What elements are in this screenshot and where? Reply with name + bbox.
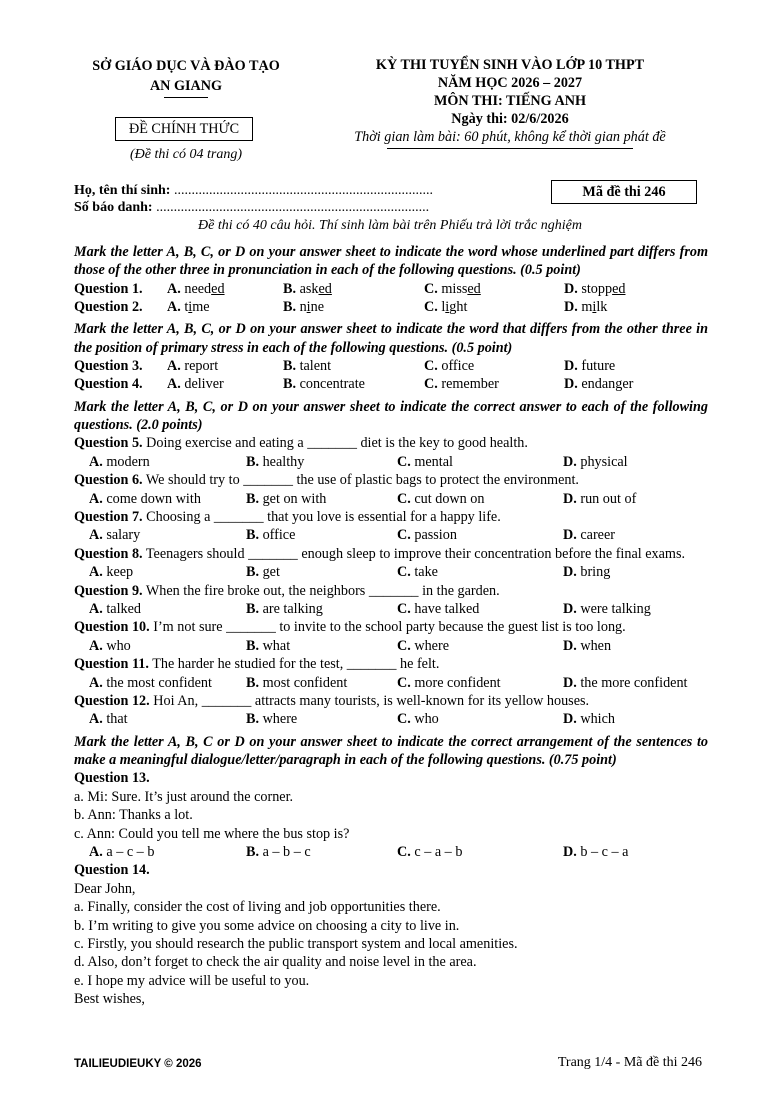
exam-note: Đề thi có 40 câu hỏi. Thí sinh làm bài trên Phiếu trả lời trắc nghiệm [198,218,582,233]
question-text: We should try to _______ the use of plastic bags to protect the environment. [142,472,579,489]
question-label: Question 3. [74,357,143,374]
question-label: Question 13. [74,770,150,787]
question-stem [74,692,708,710]
text-line: Best wishes, [74,991,145,1008]
option-c[interactable]: C. light [424,298,468,315]
pages-note: (Đề thi có 04 trang) [130,147,242,162]
question-label: Question 11. [74,656,149,673]
option-c[interactable]: C. c – a – b [397,843,463,860]
question-text: When the fire broke out, the neighbors _______ in the garden. [142,582,500,599]
option-c[interactable]: C. missed [424,280,481,297]
id-field[interactable]: .............................................................................. [152,200,430,215]
question-stem [74,508,708,526]
question-label: Question 7. [74,508,143,525]
question-label: Question 1. [74,280,143,297]
option-a[interactable]: A. come down with [89,490,201,507]
question-row [74,357,708,375]
text-line: e. I hope my advice will be useful to you. [74,972,310,989]
candidate-info [74,182,433,216]
option-d[interactable]: D. career [563,527,615,544]
text-line: c. Ann: Could you tell me where the bus stop is? [74,825,350,842]
option-c[interactable]: C. office [424,357,475,374]
department-block [70,56,302,98]
question-options [74,526,708,544]
question-options [74,490,708,508]
option-d[interactable]: D. when [563,637,612,654]
option-c[interactable]: C. remember [424,376,499,393]
question-options [74,637,708,655]
option-b[interactable]: B. concentrate [283,376,365,393]
option-d[interactable]: D. the more confident [563,674,688,691]
question-label: Question 14. [74,862,150,879]
section-instruction: Mark the letter A, B, C, or D on your answer sheet to indicate the correct answer to each of the following questions. (2.0 points) [74,398,708,434]
option-a[interactable]: A. who [89,637,131,654]
question-label: Question 4. [74,376,143,393]
option-a[interactable]: A. modern [89,453,150,470]
option-a[interactable]: A. time [167,298,210,315]
question-label: Question 12. [74,692,150,709]
question-row [74,298,708,316]
option-a[interactable]: A. report [167,357,219,374]
question-label: Question 10. [74,619,150,636]
option-a[interactable]: A. needed [167,280,225,297]
question-text: Choosing a _______ that you love is essential for a happy life. [142,508,501,525]
text-line: a. Mi: Sure. It’s just around the corner. [74,788,294,805]
question-text: I’m not sure _______ to invite to the school party because the guest list is too long. [149,619,626,636]
question-text: Doing exercise and eating a _______ diet is the key to good health. [142,435,528,452]
official-stamp: ĐỀ CHÍNH THỨC [115,117,253,141]
question-label: Question 5. [74,435,143,452]
question-text: Teenagers should _______ enough sleep to improve their concentration before the final exams. [142,545,686,562]
question-options [74,453,708,471]
text-line: b. Ann: Thanks a lot. [74,807,193,824]
mc-question-list [74,434,708,728]
section-instruction: Mark the letter A, B, C or D on your answer sheet to indicate the correct arrangement of the sentences to make a meaningful dialogue/letter/paragraph in each of the following questions. (0.75 point) [74,733,708,769]
department-name: SỞ GIÁO DỤC VÀ ĐÀO TẠO [92,58,280,74]
question-options [74,563,708,581]
question-row [74,375,708,393]
question-text: Hoi An, _______ attracts many tourists, is well-known for its yellow houses. [149,692,590,709]
option-b[interactable]: B. get [246,564,280,581]
option-c[interactable]: C. have talked [397,600,480,617]
option-c[interactable]: C. where [397,637,450,654]
option-b[interactable]: B. are talking [246,600,323,617]
question-label: Question 9. [74,582,143,599]
duration: Thời gian làm bài: 60 phút, không kể thời gian phát đề [354,129,666,145]
option-d[interactable]: D. b – c – a [563,843,629,860]
option-b[interactable]: B. get on with [246,490,327,507]
option-b[interactable]: B. talent [283,357,332,374]
exam-date: Ngày thi: 02/6/2026 [451,111,569,127]
option-d[interactable]: D. stopped [564,280,626,297]
option-d[interactable]: D. which [563,711,616,728]
exam-title-block [312,56,708,149]
option-a[interactable]: A. talked [89,600,142,617]
option-d[interactable]: D. run out of [563,490,637,507]
option-c[interactable]: C. passion [397,527,457,544]
option-a[interactable]: A. the most confident [89,674,212,691]
question-options [74,600,708,618]
letter-lines [74,880,708,1009]
option-a[interactable]: A. that [89,711,128,728]
text-line: Dear John, [74,880,136,897]
option-d[interactable]: D. were talking [563,600,651,617]
option-c[interactable]: C. who [397,711,439,728]
name-label: Họ, tên thí sinh: [74,183,171,198]
text-line: c. Firstly, you should research the public transport system and local amenities. [74,935,518,952]
option-d[interactable]: D. physical [563,453,628,470]
question-row [74,280,708,298]
school-year: NĂM HỌC 2026 – 2027 [437,75,583,91]
option-a[interactable]: A. keep [89,564,134,581]
exam-title: KỲ THI TUYỂN SINH VÀO LỚP 10 THPT [375,57,645,73]
text-line: a. Finally, consider the cost of living and job opportunities there. [74,899,441,916]
option-c[interactable]: C. cut down on [397,490,485,507]
option-b[interactable]: B. most confident [246,674,348,691]
section-instruction: Mark the letter A, B, C, or D on your answer sheet to indicate the word that differs from the other three in the position of primary stress in each of the following questions. (0.5 point) [74,321,708,356]
option-a[interactable]: A. deliver [167,376,224,393]
question-stem [74,434,708,452]
option-c[interactable]: C. more confident [397,674,501,691]
option-b[interactable]: B. where [246,711,298,728]
question-label: Question 2. [74,298,143,315]
option-b[interactable]: B. office [246,527,296,544]
question-stem [74,618,708,636]
id-label: Số báo danh: [74,200,153,215]
province-name: AN GIANG [149,78,223,94]
footer-brand: TAILIEUDIEUKY © 2026 [74,1058,202,1070]
exam-code-box: Mã đề thi 246 [551,180,697,204]
option-d[interactable]: D. future [564,357,616,374]
text-line: b. I’m writing to give you some advice on choosing a city to live in. [74,917,460,934]
option-b[interactable]: B. a – b – c [246,843,311,860]
section-instruction: Mark the letter A, B, C, or D on your answer sheet to indicate the word whose underlined part differs from those of the other three in pronunciation in each of the following questions. (0.5 point) [74,244,708,279]
divider [387,148,633,149]
question-label: Question 6. [74,472,143,489]
question-stem [74,582,708,600]
option-d[interactable]: D. milk [564,298,608,315]
question-text: The harder he studied for the test, _______ he felt. [148,656,440,673]
question-content [74,243,708,1009]
text-line: d. Also, don’t forget to check the air quality and noise level in the area. [74,954,477,971]
option-b[interactable]: B. nine [283,298,325,315]
question-stem [74,471,708,489]
question-options [74,843,708,861]
question-label: Question 8. [74,545,143,562]
question-options [74,710,708,728]
subject: MÔN THI: TIẾNG ANH [433,93,587,109]
question-stem [74,655,708,673]
question-stem [74,545,708,563]
dialogue-lines [74,788,708,843]
option-a[interactable]: A. a – c – b [89,843,155,860]
option-c[interactable]: C. mental [397,453,453,470]
option-b[interactable]: B. asked [283,280,332,297]
option-d[interactable]: D. endanger [564,376,634,393]
option-d[interactable]: D. bring [563,564,611,581]
page-number: Trang 1/4 - Mã đề thi 246 [557,1055,702,1070]
option-a[interactable]: A. salary [89,527,141,544]
divider [164,97,208,98]
option-b[interactable]: B. what [246,637,291,654]
name-field[interactable]: .......................................................................... [170,183,433,198]
option-c[interactable]: C. take [397,564,438,581]
question-options [74,674,708,692]
option-b[interactable]: B. healthy [246,453,305,470]
